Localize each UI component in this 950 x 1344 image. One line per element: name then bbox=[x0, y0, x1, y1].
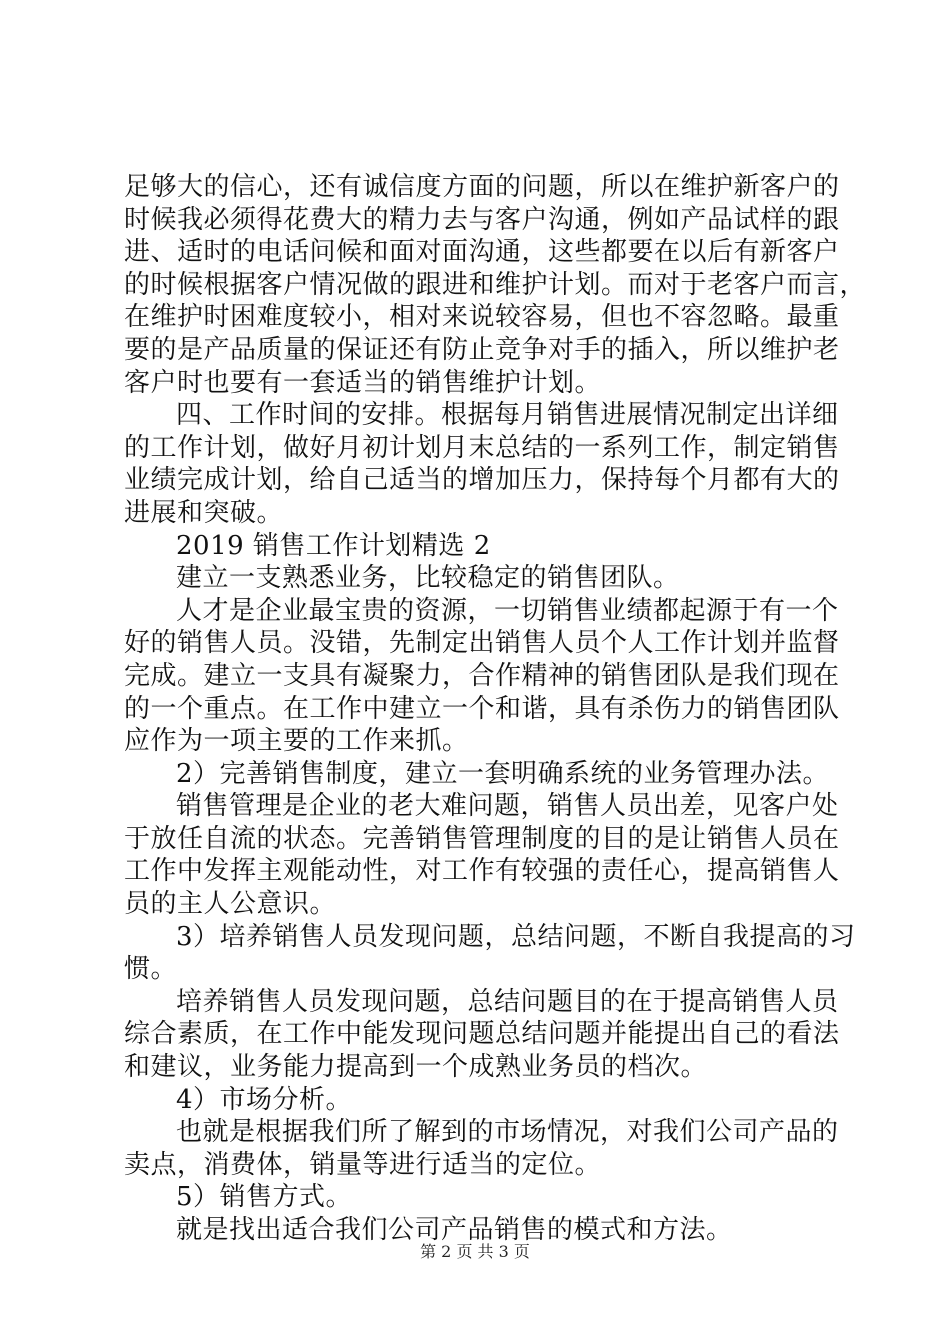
text-line: 惯。 bbox=[124, 954, 178, 985]
text-line: 建立一支熟悉业务，比较稳定的销售团队。 bbox=[176, 563, 680, 594]
text-line: 四、工作时间的安排。根据每月销售进展情况制定出详细 bbox=[176, 400, 839, 431]
paragraph bbox=[124, 562, 844, 595]
text-line: 卖点，消费体，销量等进行适当的定位。 bbox=[124, 1149, 602, 1180]
text-line: 完成。建立一支具有凝聚力，合作精神的销售团队是我们现在 bbox=[124, 660, 840, 691]
paragraph bbox=[124, 530, 844, 563]
text-line: 5）销售方式。 bbox=[176, 1182, 353, 1213]
text-line: 要的是产品质量的保证还有防止竞争对手的插入，所以维护老 bbox=[124, 334, 840, 365]
text-line: 时候我必须得花费大的精力去与客户沟通，例如产品试样的跟 bbox=[124, 204, 840, 235]
text-line: 工作中发挥主观能动性，对工作有较强的责任心，提高销售人 bbox=[124, 856, 840, 887]
text-line: 足够大的信心，还有诚信度方面的问题，所以在维护新客户的 bbox=[124, 172, 840, 202]
text-line: 员的主人公意识。 bbox=[124, 889, 337, 920]
paragraph bbox=[124, 399, 844, 529]
text-line: 进、适时的电话问候和面对面沟通，这些都要在以后有新客户 bbox=[124, 237, 840, 268]
text-line: 综合素质，在工作中能发现问题总结问题并能提出自己的看法 bbox=[124, 1019, 840, 1050]
paragraph bbox=[124, 921, 856, 986]
paragraph bbox=[124, 1181, 844, 1214]
paragraph bbox=[124, 790, 844, 920]
text-line: 4）市场分析。 bbox=[176, 1084, 353, 1115]
page-footer: 第 2 页 共 3 页 bbox=[420, 1242, 530, 1261]
paragraph bbox=[124, 171, 867, 399]
text-line: 也就是根据我们所了解到的市场情况，对我们公司产品的 bbox=[176, 1117, 839, 1148]
paragraph bbox=[124, 595, 844, 758]
text-line: 应作为一项主要的工作来抓。 bbox=[124, 726, 469, 757]
text-line: 业绩完成计划，给自己适当的增加压力，保持每个月都有大的 bbox=[124, 465, 840, 496]
text-line: 培养销售人员发现问题，总结问题目的在于提高销售人员 bbox=[176, 986, 839, 1017]
paragraph bbox=[124, 758, 844, 791]
text-line: 2019 销售工作计划精选 2 bbox=[176, 530, 491, 561]
text-line: 进展和突破。 bbox=[124, 497, 284, 528]
text-line: 在维护时困难度较小，相对来说较容易，但也不容忽略。最重 bbox=[124, 302, 840, 333]
text-line: 好的销售人员。没错，先制定出销售人员个人工作计划并监督 bbox=[124, 628, 840, 659]
text-line: 的一个重点。在工作中建立一个和谐，具有杀伤力的销售团队 bbox=[124, 693, 840, 724]
paragraph bbox=[124, 1116, 844, 1181]
text-line: 3）培养销售人员发现问题，总结问题，不断自我提高的习 bbox=[176, 921, 856, 952]
paragraph bbox=[124, 1084, 844, 1117]
text-line: 于放任自流的状态。完善销售管理制度的目的是让销售人员在 bbox=[124, 823, 840, 854]
text-line: 的工作计划，做好月初计划月末总结的一系列工作，制定销售 bbox=[124, 432, 840, 463]
text-line: 的时候根据客户情况做的跟进和维护计划。而对于老客户而言， bbox=[124, 269, 867, 300]
text-line: 客户时也要有一套适当的销售维护计划。 bbox=[124, 367, 602, 398]
text-line: 和建议，业务能力提高到一个成熟业务员的档次。 bbox=[124, 1052, 708, 1083]
paragraph bbox=[124, 986, 844, 1084]
text-line: 就是找出适合我们公司产品销售的模式和方法。 bbox=[176, 1215, 733, 1245]
text-line: 人才是企业最宝贵的资源，一切销售业绩都起源于有一个 bbox=[176, 595, 839, 626]
text-line: 销售管理是企业的老大难问题，销售人员出差，见客户处 bbox=[176, 791, 839, 822]
text-line: 2）完善销售制度，建立一套明确系统的业务管理办法。 bbox=[176, 758, 830, 789]
document-body bbox=[124, 171, 867, 1247]
